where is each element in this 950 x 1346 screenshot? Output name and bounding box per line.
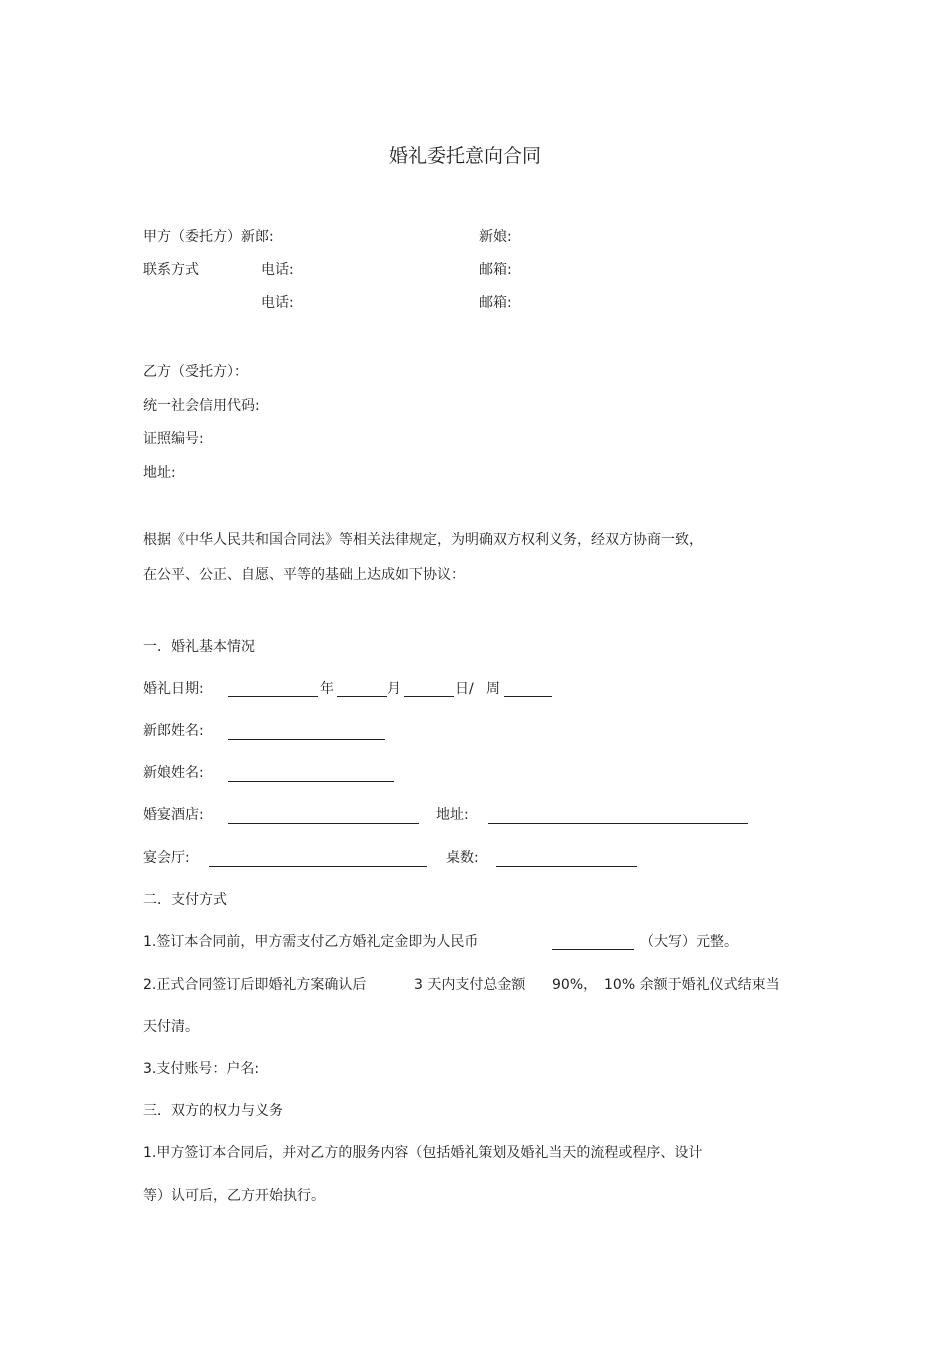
section-2-heading: 二．支付方式 <box>143 892 227 908</box>
payment-item-1-text: 1.签订本合同前，甲方需支付乙方婚礼定金即为人民币 <box>143 934 479 950</box>
tables-blank <box>496 866 637 867</box>
month-blank <box>337 696 387 697</box>
year-blank <box>228 696 318 697</box>
license-number-label: 证照编号: <box>143 431 204 447</box>
hotel-label: 婚宴酒店: <box>143 807 204 823</box>
payment-item-2-balance: 10% 余额于婚礼仪式结束当 <box>604 977 780 993</box>
groom-name-label: 新郎姓名: <box>143 723 204 739</box>
week-label: 周 <box>486 681 500 697</box>
wedding-date-label: 婚礼日期: <box>143 681 204 697</box>
email-label-1: 邮箱: <box>479 262 512 278</box>
document-title: 婚礼委托意向合同 <box>388 145 541 167</box>
year-label: 年 <box>320 681 334 697</box>
hotel-address-label: 地址: <box>436 807 469 823</box>
section-3-heading: 三．双方的权力与义务 <box>143 1103 283 1119</box>
hotel-address-blank <box>488 823 748 824</box>
party-b-label: 乙方（受托方）： <box>143 364 248 380</box>
payment-item-1-suffix: （大写）元整。 <box>640 934 738 950</box>
day-blank <box>404 696 454 697</box>
payment-item-2-continuation: 天付清。 <box>143 1019 199 1035</box>
section-1-heading: 一．婚礼基本情况 <box>143 639 255 655</box>
payment-item-2-percent: 90%， <box>552 977 598 993</box>
tables-label: 桌数: <box>446 850 479 866</box>
phone-label-2: 电话: <box>261 295 294 311</box>
payment-item-2-days: 3 天内支付总金额 <box>414 977 526 993</box>
bride-name-blank <box>228 781 394 782</box>
groom-name-blank <box>228 739 385 740</box>
credit-code-label: 统一社会信用代码: <box>143 398 260 414</box>
deposit-amount-blank <box>552 949 634 950</box>
rights-item-1-line-2: 等）认可后，乙方开始执行。 <box>143 1188 325 1204</box>
payment-item-3-text: 3.支付账号：户名: <box>143 1061 260 1077</box>
bride-name-label: 新娘姓名: <box>143 765 204 781</box>
party-a-bride-label: 新娘: <box>479 229 512 245</box>
intro-line-1: 根据《中华人民共和国合同法》等相关法律规定，为明确双方权利义务，经双方协商一致， <box>143 532 703 548</box>
phone-label-1: 电话: <box>261 262 294 278</box>
week-blank <box>504 696 552 697</box>
day-label: 日/ <box>455 681 474 697</box>
payment-item-2-text: 2.正式合同签订后即婚礼方案确认后 <box>143 977 367 993</box>
hotel-blank <box>228 823 419 824</box>
intro-line-2: 在公平、公正、自愿、平等的基础上达成如下协议： <box>143 567 465 583</box>
banquet-hall-label: 宴会厅: <box>143 850 190 866</box>
contact-method-label: 联系方式 <box>143 262 199 278</box>
party-b-address-label: 地址: <box>143 465 176 481</box>
rights-item-1-line-1: 1.甲方签订本合同后，并对乙方的服务内容（包括婚礼策划及婚礼当天的流程或程序、设计 <box>143 1145 703 1161</box>
month-label: 月 <box>387 681 401 697</box>
party-a-groom-label: 甲方（委托方）新郎: <box>143 229 274 245</box>
banquet-hall-blank <box>209 866 427 867</box>
email-label-2: 邮箱: <box>479 295 512 311</box>
